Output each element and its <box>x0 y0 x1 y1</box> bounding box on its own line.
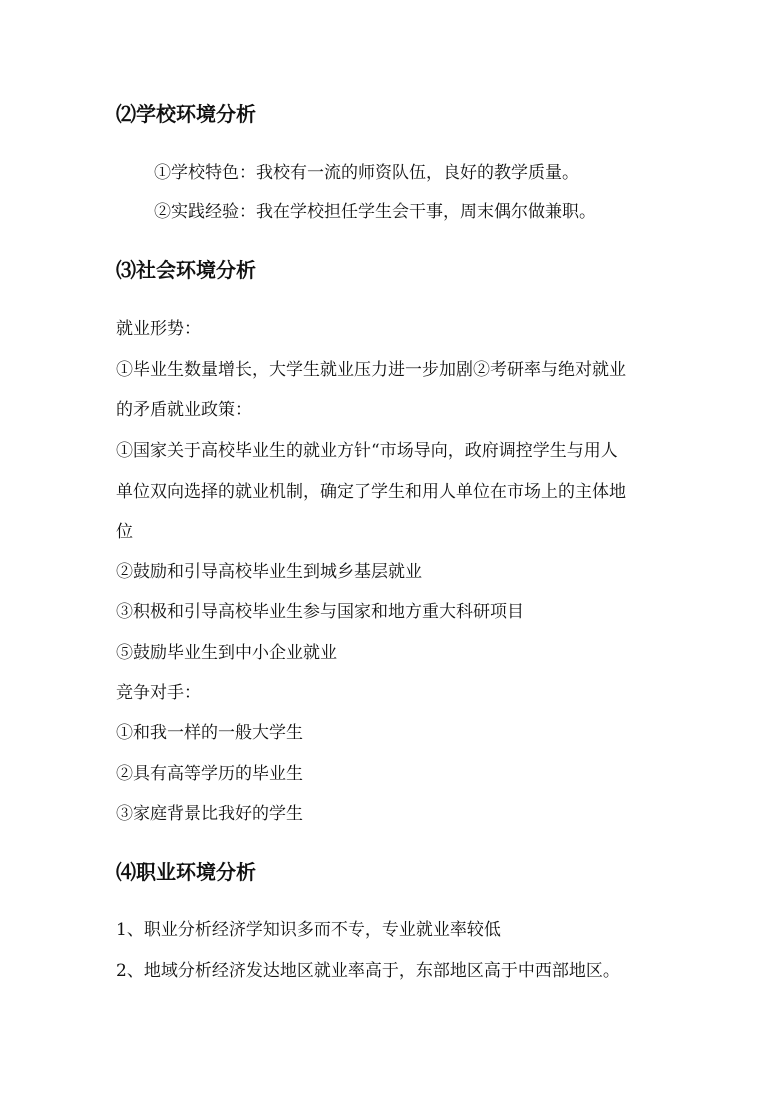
employment-policy-line: 位 <box>116 522 133 542</box>
policy-item: ⑤鼓励毕业生到中小企业就业 <box>116 643 337 663</box>
social-environment-heading: ⑶社会环境分析 <box>116 258 256 282</box>
practice-experience-line: ②实践经验：我在学校担任学生会干事，周末偶尔做兼职。 <box>154 202 596 222</box>
competitor-item: ②具有高等学历的毕业生 <box>116 764 303 784</box>
employment-policy-line: 单位双向选择的就业机制，确定了学生和用人单位在市场上的主体地 <box>116 482 626 502</box>
policy-item: ③积极和引导高校毕业生参与国家和地方重大科研项目 <box>116 602 524 622</box>
school-feature-line: ①学校特色：我校有一流的师资队伍，良好的教学质量。 <box>154 163 579 183</box>
competitors-label: 竞争对手： <box>116 683 201 703</box>
career-environment-heading: ⑷职业环境分析 <box>116 860 256 884</box>
policy-item: ②鼓励和引导高校毕业生到城乡基层就业 <box>116 562 422 582</box>
employment-situation-line: 的矛盾就业政策： <box>116 400 252 420</box>
employment-policy-line: ①国家关于高校毕业生的就业方针“市场导向，政府调控学生与用人 <box>116 441 618 461</box>
competitor-item: ③家庭背景比我好的学生 <box>116 804 303 824</box>
school-environment-heading: ⑵学校环境分析 <box>116 102 256 126</box>
career-analysis-line: 1、职业分析经济学知识多而不专，专业就业率较低 <box>116 920 501 940</box>
employment-situation-line: ①毕业生数量增长，大学生就业压力进一步加剧②考研率与绝对就业 <box>116 360 626 380</box>
region-analysis-line: 2、地域分析经济发达地区就业率高于，东部地区高于中西部地区。 <box>116 961 620 981</box>
competitor-item: ①和我一样的一般大学生 <box>116 723 303 743</box>
employment-situation-label: 就业形势： <box>116 319 201 339</box>
